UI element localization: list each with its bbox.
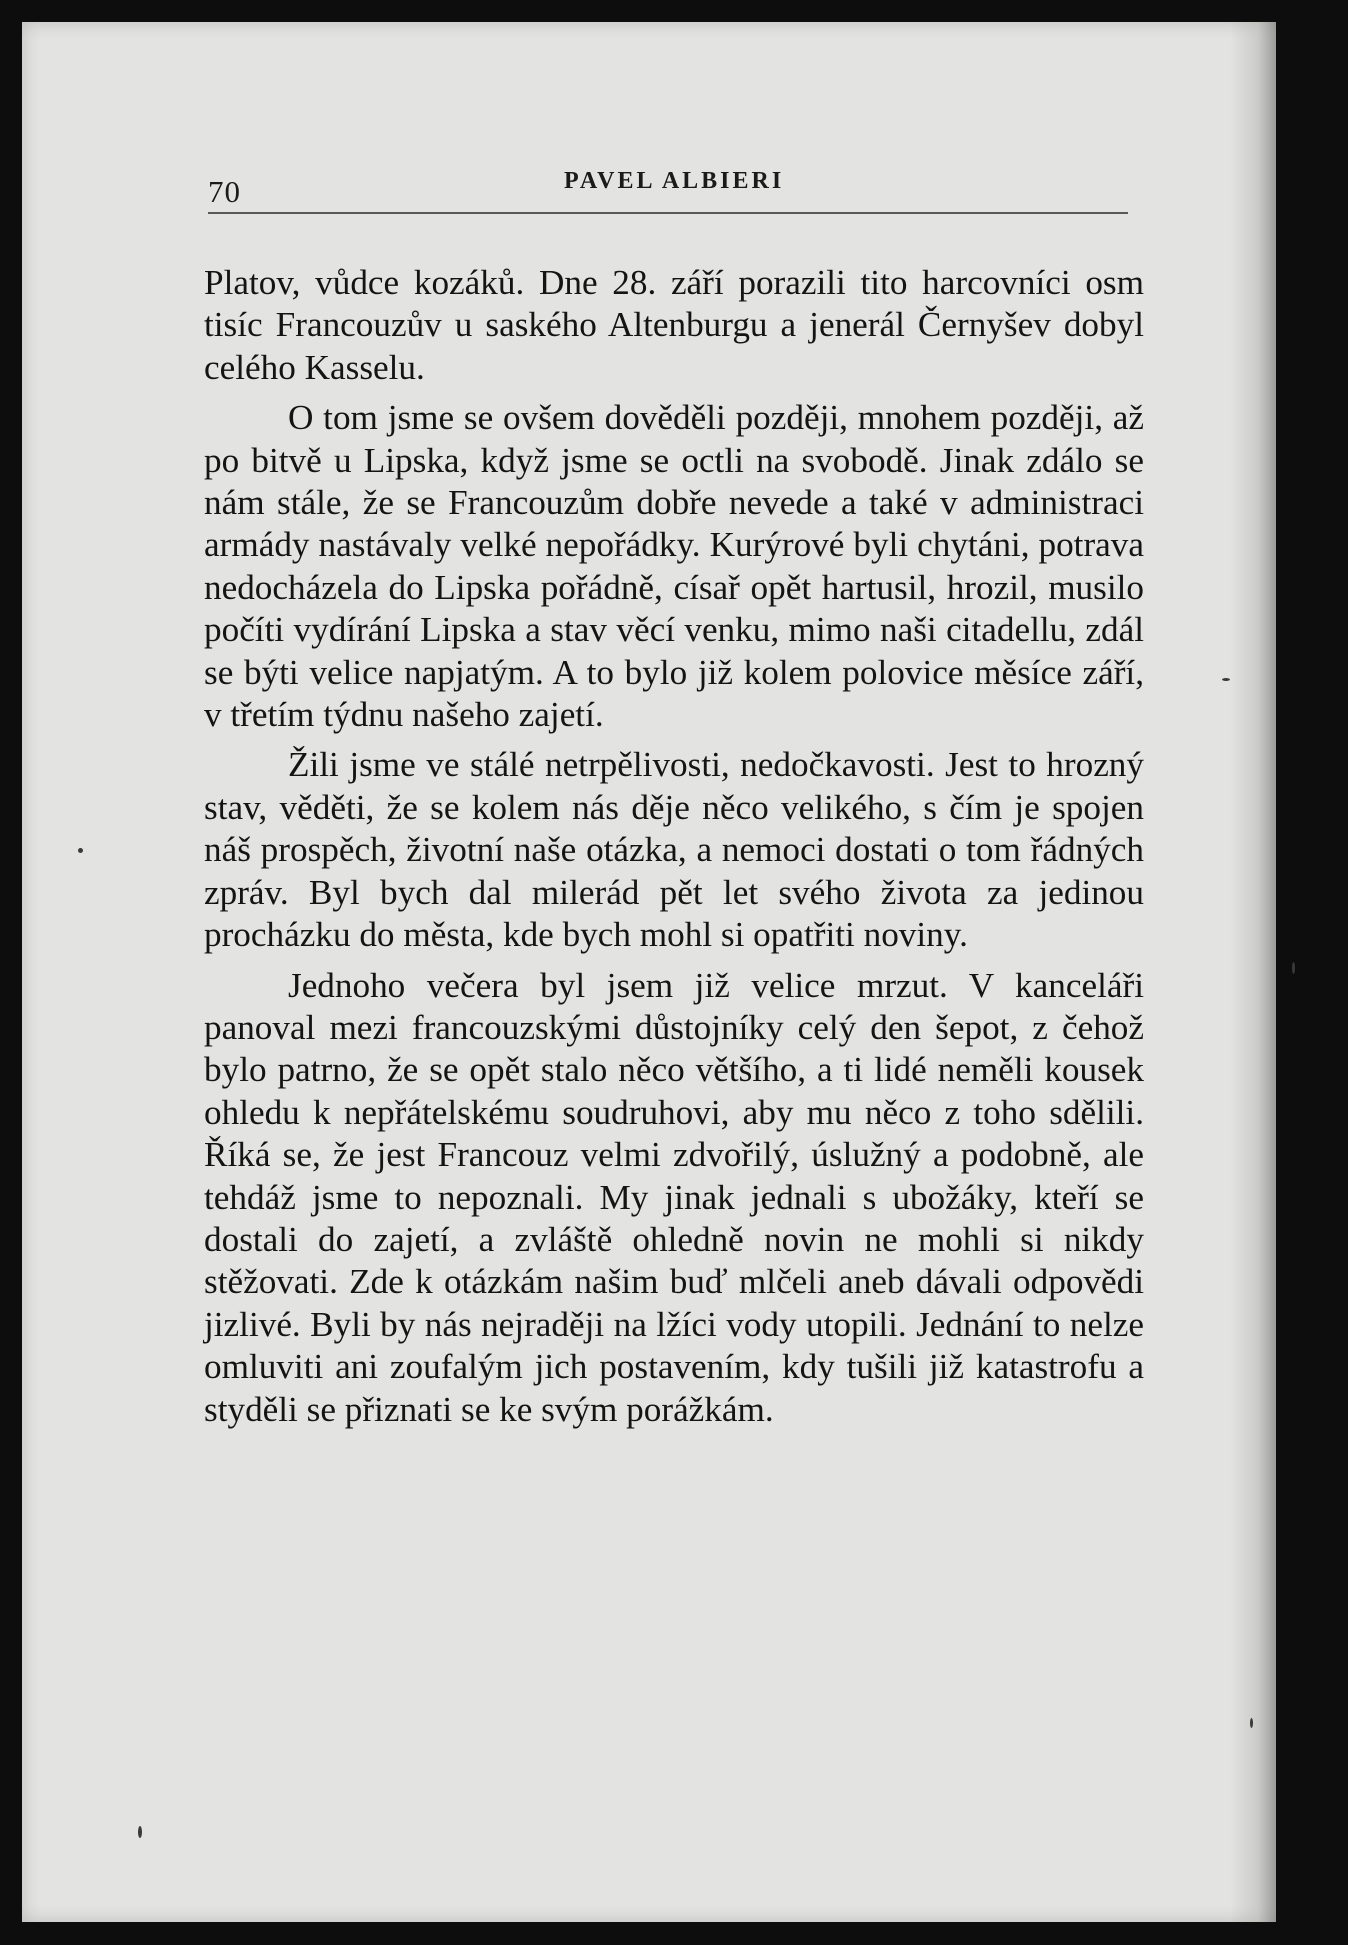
page-number: 70 xyxy=(208,174,241,209)
paragraph-4: Jednoho večera byl jsem již velice mrzut. V kanceláři panoval mezi francouzskými důstojníky celý den šepot, z čehož bylo patrno, že se opět stalo něco většího, a ti lidé neměli kousek ohledu k nepřátelskému soudruhovi, aby mu něco z toho sdělili. Říká se, že jest Francouz velmi zdvořilý, úslužný a podobně, ale tehdáž jsme to nepoznali. My jinak jednali s ubožáky, kteří se dostali do zajetí, a zvláště ohledně novin ne mohli si nikdy stěžovati. Zde k otázkám našim buď mlčeli aneb dávali odpovědi jizlivé. Byli by nás nejraději na lžíci vody utopili. Jednání to nelze omluviti ani zoufalým jich postavením, kdy tušili již katastrofu a styděli se přiznati se ke svým porážkám. xyxy=(204,965,1144,1429)
body-text xyxy=(204,262,1144,1439)
scan-speck xyxy=(1292,962,1295,974)
header-rule xyxy=(208,212,1128,214)
scan-speck xyxy=(78,848,83,853)
paragraph-1: Platov, vůdce kozáků. Dne 28. září porazili tito harcovníci osm tisíc Francouzův u saského Altenburgu a jenerál Černyšev dobyl celého Kasselu. xyxy=(204,263,1144,387)
page-edge-shadow xyxy=(1230,22,1276,1922)
page-header xyxy=(208,168,1128,216)
scan-speck xyxy=(1222,678,1230,681)
paragraph-2: O tom jsme se ovšem dověděli později, mnohem později, až po bitvě u Lipska, když jsme se octli na svobodě. Jinak zdálo se nám stále, že se Francouzům dobře nevede a také v administraci armády nastávaly velké nepořádky. Kurýrové byli chytáni, potrava nedocházela do Lipska pořádně, císař opět hartusil, hrozil, musilo počíti vydírání Lipska a stav věcí venku, mimo naši citadellu, zdál se býti velice napjatým. A to bylo již kolem polovice měsíce září, v třetím týdnu našeho zajetí. xyxy=(204,398,1144,735)
running-head: PAVEL ALBIERI xyxy=(564,168,785,194)
paragraph-3: Žili jsme ve stálé netrpělivosti, nedočkavosti. Jest to hrozný stav, věděti, že se kolem nás děje něco velikého, s čím je spojen náš prospěch, životní naše otázka, a nemoci dostati o tom řádných zpráv. Byl bych dal milerád pět let svého života za jedinou procházku do města, kde bych mohl si opatřiti noviny. xyxy=(204,745,1144,955)
scan-speck xyxy=(138,1826,142,1838)
scan-speck xyxy=(1250,1718,1253,1728)
